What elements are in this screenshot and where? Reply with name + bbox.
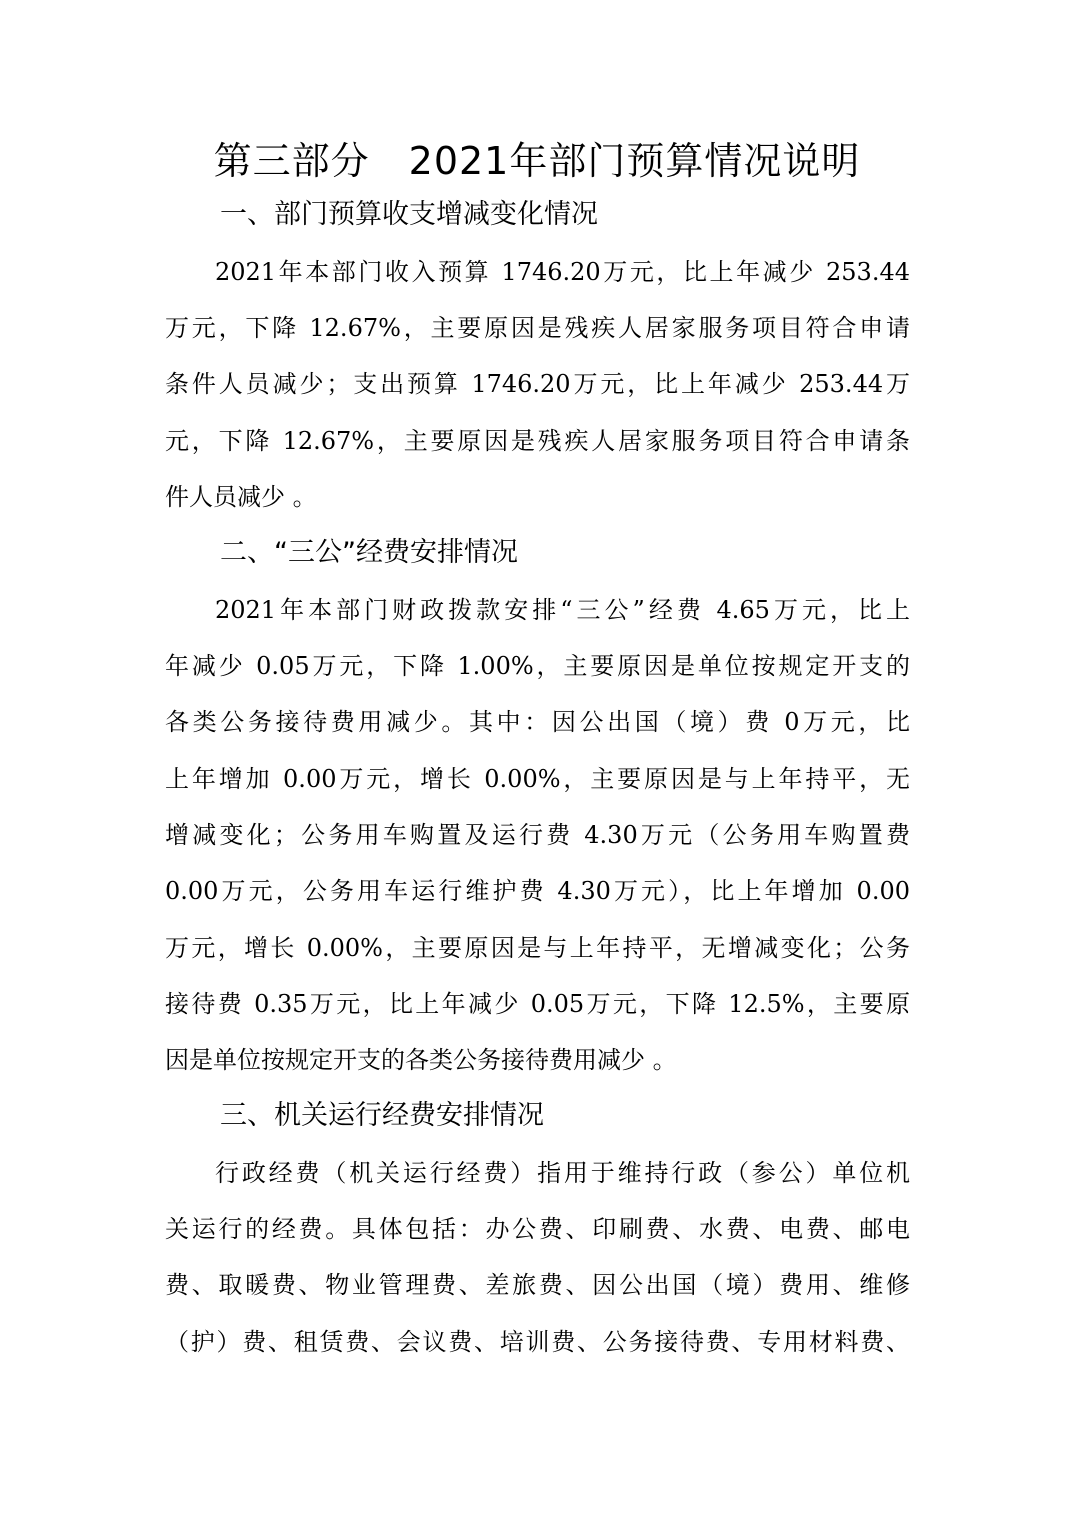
paragraph-line: 费、取暖费、物业管理费、差旅费、因公出国（境）费用、维修 [165,1271,910,1299]
paragraph-line: 行政经费（机关运行经费）指用于维持行政（参公）单位机 [215,1159,910,1187]
paragraph-line: 2021年本部门收入预算 1746.20万元，比上年减少 253.44 [215,258,910,286]
paragraph-line: 因是单位按规定开支的各类公务接待费用减少 。 [165,1046,677,1074]
section-heading-3: 三、机关运行经费安排情况 [220,1100,544,1131]
paragraph-line: 各类公务接待费用减少。其中：因公出国（境）费 0万元，比 [165,708,910,736]
paragraph-line: 元，下降 12.67%，主要原因是残疾人居家服务项目符合申请条 [165,427,910,455]
paragraph-line: 年减少 0.05万元，下降 1.00%，主要原因是单位按规定开支的 [165,652,910,680]
paragraph-line: 上年增加 0.00万元，增长 0.00%，主要原因是与上年持平，无 [165,765,910,793]
paragraph-line: 0.00万元，公务用车运行维护费 4.30万元），比上年增加 0.00 [165,877,910,905]
paragraph-line: 条件人员减少；支出预算 1746.20万元，比上年减少 253.44万 [165,370,910,398]
section-heading-2: 二、“三公”经费安排情况 [220,537,518,568]
paragraph-line: 2021年本部门财政拨款安排“三公”经费 4.65万元，比上 [215,596,910,624]
paragraph-line: 万元，增长 0.00%，主要原因是与上年持平，无增减变化；公务 [165,934,910,962]
paragraph-line: （护）费、租赁费、会议费、培训费、公务接待费、专用材料费、 [165,1328,910,1356]
paragraph-line: 增减变化；公务用车购置及运行费 4.30万元（公务用车购置费 [165,821,910,849]
paragraph-line: 件人员减少 。 [165,483,317,511]
paragraph-line: 接待费 0.35万元，比上年减少 0.05万元，下降 12.5%，主要原 [165,990,910,1018]
document-title: 第三部分 2021年部门预算情况说明 [213,139,861,183]
paragraph-line: 关运行的经费。具体包括：办公费、印刷费、水费、电费、邮电 [165,1215,910,1243]
section-heading-1: 一、部门预算收支增减变化情况 [220,199,598,230]
paragraph-line: 万元，下降 12.67%，主要原因是残疾人居家服务项目符合申请 [165,314,910,342]
